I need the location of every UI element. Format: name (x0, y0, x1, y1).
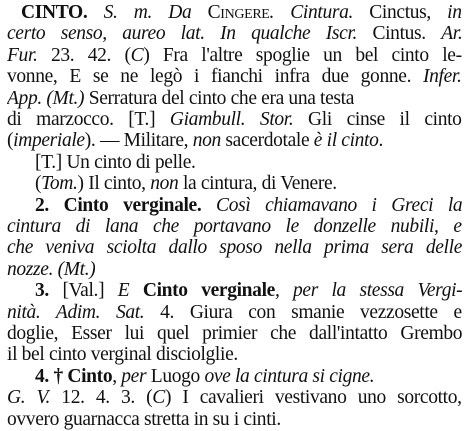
entry-text-run: per (121, 365, 147, 387)
entry-text-run: [T.] Un cinto di pelle. (35, 151, 196, 173)
entry-line (35, 195, 462, 217)
entry-text-run: nità. Adim. Sat. (7, 301, 145, 323)
entry-text-run: App. (Mt.) (7, 87, 85, 109)
entry-text-run: 4. Giura con smanie vezzosette e (144, 301, 462, 323)
entry-line (35, 152, 196, 174)
entry-text-run: Così chiamavano i Greci la (201, 194, 463, 216)
entry-text-run: ). — Militare, (84, 130, 193, 152)
entry-text-run: G. V. (7, 387, 51, 409)
entry-text-run: Ar. (441, 23, 463, 45)
entry-line (7, 259, 95, 281)
entry-text-run: sacerdotale (220, 130, 314, 152)
entry-text-run: Infer. (423, 66, 462, 88)
entry-text-run: Cingere (207, 2, 270, 23)
entry-text-run: Cintus. (357, 23, 442, 45)
entry-line (7, 409, 281, 431)
entry-text-run: ) I cavalieri vestivano uno sorcotto, (164, 387, 462, 409)
entry-text-run: 23. 42. ( (37, 44, 131, 66)
entry-line (7, 109, 462, 131)
entry-line (7, 344, 238, 366)
entry-text-run: C (130, 44, 144, 66)
entry-line (7, 130, 383, 152)
entry-text-run: non (192, 130, 221, 152)
entry-text-run: che veniva sciolta dallo sposo nella prima sera delle (7, 237, 462, 259)
entry-text-run: nozze. (Mt.) (7, 258, 96, 280)
entry-text-run: ) Fra l'altre spoglie un bel cinto le- (143, 44, 462, 66)
entry-text-run: Cinctus, (353, 2, 448, 23)
entry-text-run: imperiale (13, 130, 85, 152)
entry-line (35, 366, 374, 388)
entry-text-run: Serratura del cinto che era una testa (84, 87, 355, 109)
entry-line (7, 237, 462, 259)
entry-text-run: ( (7, 130, 14, 152)
entry-text-run: 2. Cinto verginale. (35, 194, 202, 216)
entry-text-run: [Val.] (48, 280, 118, 302)
entry-line (35, 280, 462, 302)
entry-text-run: Cinto verginale (142, 280, 275, 302)
entry-text-run: CINTO. (21, 2, 88, 23)
entry-line (21, 2, 462, 24)
entry-text-run: Gli cinse il cinto (293, 109, 462, 130)
entry-text-run: ovvero guarnacca stretta in su i cinti. (7, 408, 281, 430)
entry-text-run: S. m. Da (87, 2, 208, 23)
entry-text-run: certo senso, aureo lat. In qualche Iscr. (7, 23, 358, 45)
entry-text-run: ove la cintura si cigne. (204, 365, 375, 387)
entry-line (7, 45, 462, 67)
entry-text-run: Fur. (7, 44, 38, 66)
entry-text-run: 3. (35, 280, 49, 302)
entry-text-run: ( (35, 173, 42, 195)
entry-line (7, 23, 462, 45)
entry-line (7, 216, 462, 238)
entry-line (7, 88, 354, 110)
entry-text-run: 12. 4. 3. ( (50, 387, 153, 409)
entry-text-run: è il cinto (313, 130, 379, 152)
entry-text-run: non (150, 173, 179, 195)
entry-line (7, 66, 462, 88)
entry-text-run: ) Il cinto, (77, 173, 151, 195)
entry-line (7, 302, 462, 324)
entry-text-run: in (447, 2, 462, 23)
entry-text-run: . (378, 130, 384, 152)
entry-text-run: , per la stessa Vergi- (274, 280, 463, 302)
entry-text-run: , (112, 365, 122, 387)
entry-line (35, 173, 337, 195)
entry-text-run: vonne, E se ne legò i fianchi infra due gonne. (7, 66, 424, 88)
entry-text-run: E (117, 280, 143, 302)
entry-text-run: Luogo (146, 365, 205, 387)
entry-text-run: C (152, 387, 165, 409)
entry-text-run: cintura di lana che portavano le donzelle nubili, e (7, 216, 462, 237)
entry-text-run: il bel cinto verginal disciolglie. (7, 344, 238, 366)
entry-text-run: di marzocco. [T.] (7, 109, 170, 130)
entry-text-run: . Cintura. (269, 2, 354, 23)
entry-text-run: Tom. (41, 173, 78, 195)
entry-line (7, 323, 462, 345)
entry-line (7, 387, 462, 409)
entry-text-run: 4. † Cinto (35, 365, 113, 387)
entry-text-run: doglie, Esser lui quel primier che dall'intatto Grembo (7, 323, 463, 344)
entry-text-run: Giambull. Stor. (169, 109, 294, 130)
entry-text-run: la cintura, di Venere. (178, 173, 337, 195)
